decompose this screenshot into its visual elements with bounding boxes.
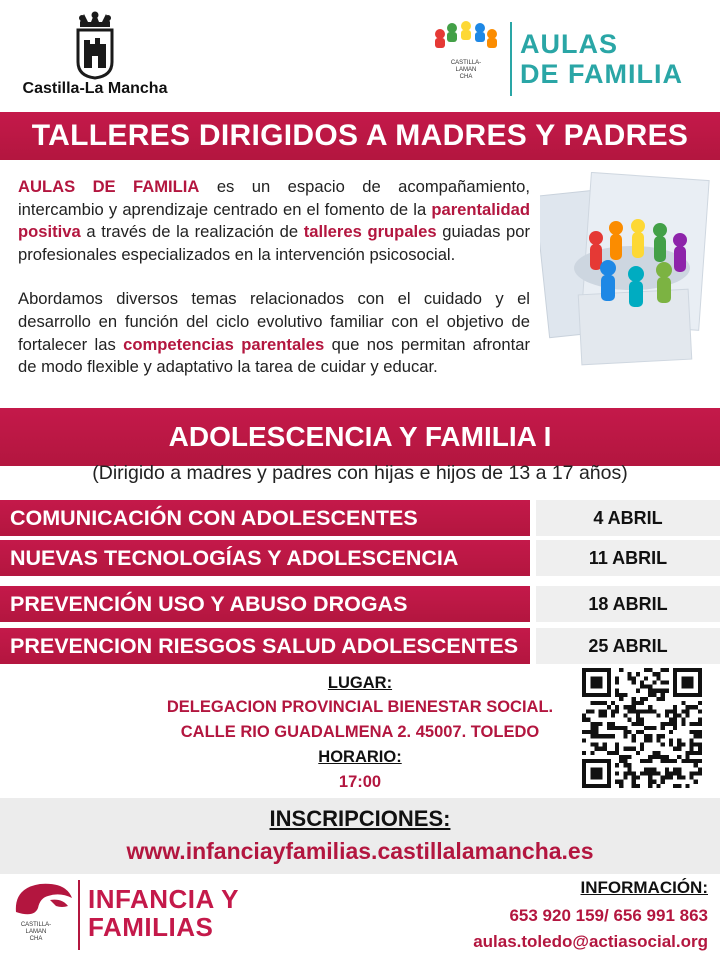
session-label: NUEVAS TECNOLOGÍAS Y ADOLESCENCIA [0,540,530,576]
infancia-line1: INFANCIA Y [88,884,239,914]
lugar-line-1: DELEGACION PROVINCIAL BIENESTAR SOCIAL. [166,698,554,716]
body-text: que nos permitan afrontar de modo flexible y adaptativo la tarea de cuidar y educar. [18,334,530,377]
people-ring-icon [430,18,502,58]
session-date: 11 ABRIL [536,540,720,576]
main-title: TALLERES DIRIGIDOS A MADRES Y PADRES [0,112,720,160]
inscripciones-link[interactable]: www.infanciayfamilias.castillalamancha.es [126,838,594,864]
session-label: PREVENCION RIESGOS SALUD ADOLESCENTES [0,628,530,664]
partner-text-line: CASTILLA- [20,922,52,928]
session-date: 18 ABRIL [536,586,720,622]
intro-paragraph-1 [18,176,530,266]
crown-shield-icon [20,10,170,80]
partner-text-line: LAMAN [455,67,477,73]
aulas-title-line2: DE FAMILIA [520,59,683,89]
aulas-partner-text [446,60,486,81]
session-row [0,586,720,622]
session-date: 25 ABRIL [536,628,720,664]
partner-text-line: CASTILLA- [450,60,482,66]
session-row [0,500,720,536]
intro-text [18,176,530,401]
session-label: COMUNICACIÓN CON ADOLESCENTES [0,500,530,536]
lugar-label: LUGAR: [327,674,393,692]
inscripciones-title: INSCRIPCIONES: [269,806,451,831]
aulas-title-line1: AULAS [520,29,618,59]
highlight-text: parentalidad positiva [18,199,530,242]
session-date: 4 ABRIL [536,500,720,536]
session-label: PREVENCIÓN USO Y ABUSO DROGAS [0,586,530,622]
lugar-line-2: CALLE RIO GUADALMENA 2. 45007. TOLEDO [180,723,540,741]
jccm-logo [20,10,170,102]
course-subtitle: (Dirigido a madres y padres con hijas e hijos de 13 a 17 años) [92,462,628,484]
partner-text-line: LAMAN [25,929,47,935]
infancia-partner-text [16,922,56,943]
session-row [0,628,720,664]
aulas-logo [428,18,698,100]
infancia-divider [78,880,80,950]
infancia-logo [4,876,244,956]
partner-text-line: CHA [459,74,473,80]
intro-paragraph-2 [18,288,530,378]
body-text: es un espacio de acompañamiento, intercambio y aprendizaje centrado en el fomento de la [18,177,530,219]
horario-time: 17:00 [338,773,382,791]
org-name: Castilla-La Mancha [22,80,168,97]
highlight-text: AULAS DE FAMILIA [18,177,200,196]
aulas-divider [510,22,512,96]
info-email[interactable]: aulas.toledo@actiasocial.org [473,932,708,951]
course-title: ADOLESCENCIA Y FAMILIA I [0,408,720,466]
horario-label: HORARIO: [318,748,402,766]
body-text: guiadas por profesionales especializados en la intervención psicosocial. [18,222,530,264]
highlight-text: talleres grupales [303,222,437,242]
body-text: Abordamos diversos temas relacionados con el cuidado y el desarrollo en función del ciclo evolutivo familiar con el objetivo de fortalecer las [18,289,530,354]
body-text: a través de la realización de [80,222,304,242]
family-figures-photo [540,172,710,368]
qr-code[interactable] [582,668,702,788]
session-row [0,540,720,576]
info-title: INFORMACIÓN: [580,878,708,897]
infancia-line2: FAMILIAS [88,912,214,942]
info-phones[interactable]: 653 920 159/ 656 991 863 [509,906,708,925]
highlight-text: competencias parentales [123,334,325,354]
partner-text-line: CHA [29,936,43,942]
head-profile-icon [10,878,80,924]
